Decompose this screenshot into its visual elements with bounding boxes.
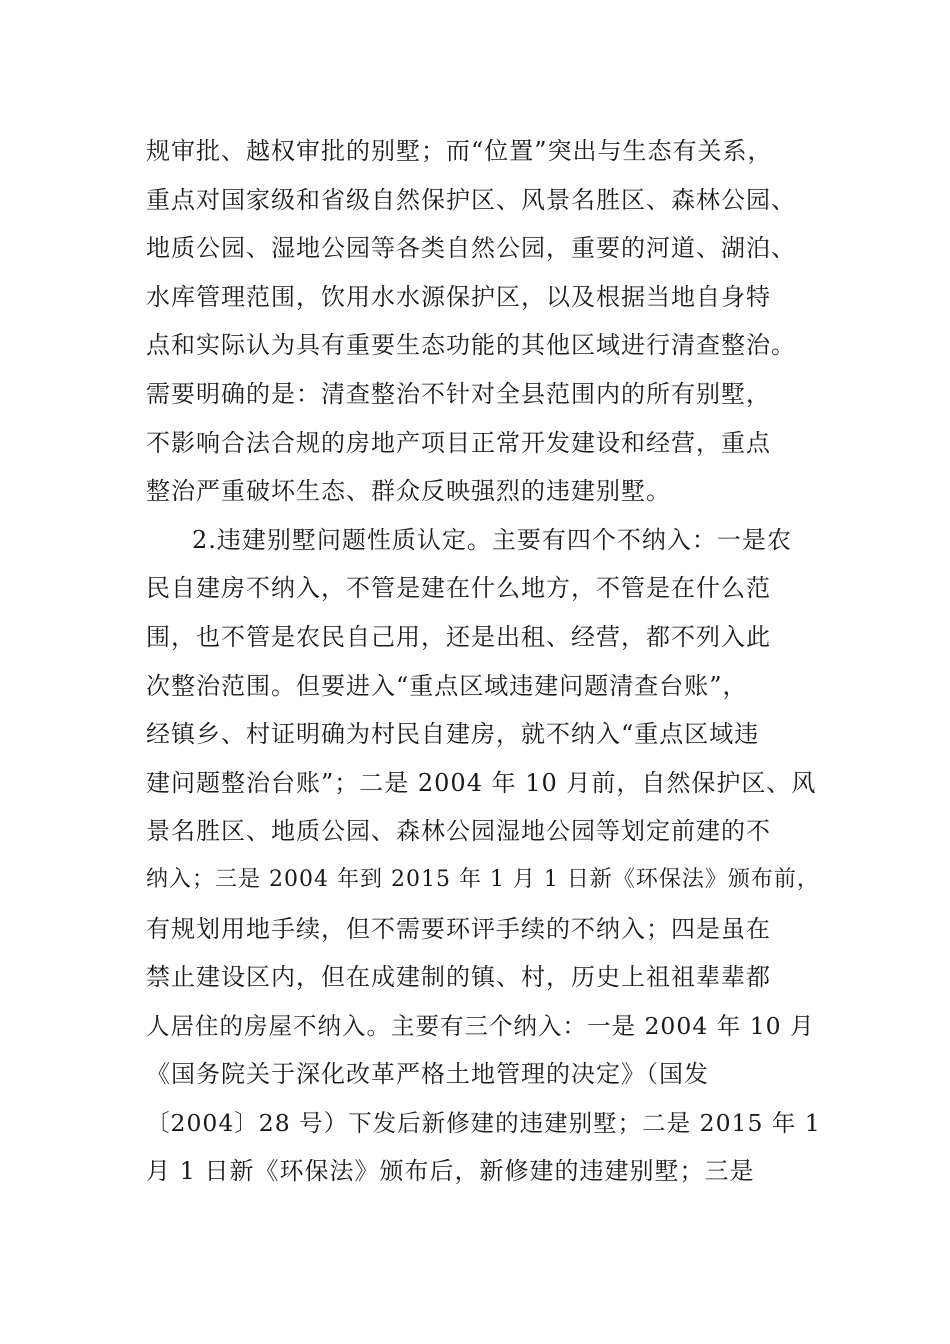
text-line: 人居住的房屋不纳入。主要有三个纳入：一是 2004 年 10 月	[146, 1011, 815, 1040]
text-line: 需要明确的是：清查整治不针对全县范围内的所有别墅，	[146, 379, 771, 408]
text-line: 经镇乡、村证明确为村民自建房，就不纳入“重点区域违	[146, 720, 760, 749]
text-line: 围，也不管是农民自己用，还是出租、经营，都不列入此	[146, 622, 771, 651]
text-line: 规审批、越权审批的别墅；而“位置”突出与生态有关系，	[146, 137, 773, 165]
paragraph-start-line: 2.违建别墅问题性质认定。主要有四个不纳入：一是农	[192, 525, 792, 554]
text-line: 《国务院关于深化改革严格土地管理的决定》（国发	[146, 1060, 709, 1089]
text-line: 景名胜区、地质公园、森林公园湿地公园等划定前建的不	[146, 817, 771, 846]
text-line: 〔2004〕28 号）下发后新修建的违建别墅；二是 2015 年 1	[146, 1108, 821, 1137]
text-line: 点和实际认为具有重要生态功能的其他区域进行清查整治。	[146, 331, 796, 360]
text-line: 不影响合法合规的房地产项目正常开发建设和经营，重点	[146, 428, 771, 457]
text-line: 禁止建设区内，但在成建制的镇、村，历史上祖祖辈辈都	[146, 963, 771, 992]
text-line: 月 1 日新《环保法》颁布后，新修建的违建别墅；三是	[146, 1157, 755, 1186]
text-line: 建问题整治台账”；二是 2004 年 10 月前，自然保护区、风	[146, 768, 817, 797]
body-text	[146, 127, 826, 1196]
text-line: 次整治范围。但要进入“重点区域违建问题清查台账”，	[146, 671, 748, 700]
text-line: 整治严重破坏生态、群众反映强烈的违建别墅。	[146, 477, 671, 506]
text-line: 水库管理范围，饮用水水源保护区，以及根据当地自身特	[146, 282, 771, 311]
text-line: 重点对国家级和省级自然保护区、风景名胜区、森林公园、	[146, 185, 796, 214]
text-line: 有规划用地手续，但不需要环评手续的不纳入；四是虽在	[146, 914, 771, 943]
text-line: 民自建房不纳入，不管是建在什么地方，不管是在什么范	[146, 574, 771, 603]
text-line: 纳入；三是 2004 年到 2015 年 1 月 1 日新《环保法》颁布前，	[146, 866, 820, 892]
text-line: 地质公园、湿地公园等各类自然公园，重要的河道、湖泊、	[146, 234, 796, 263]
